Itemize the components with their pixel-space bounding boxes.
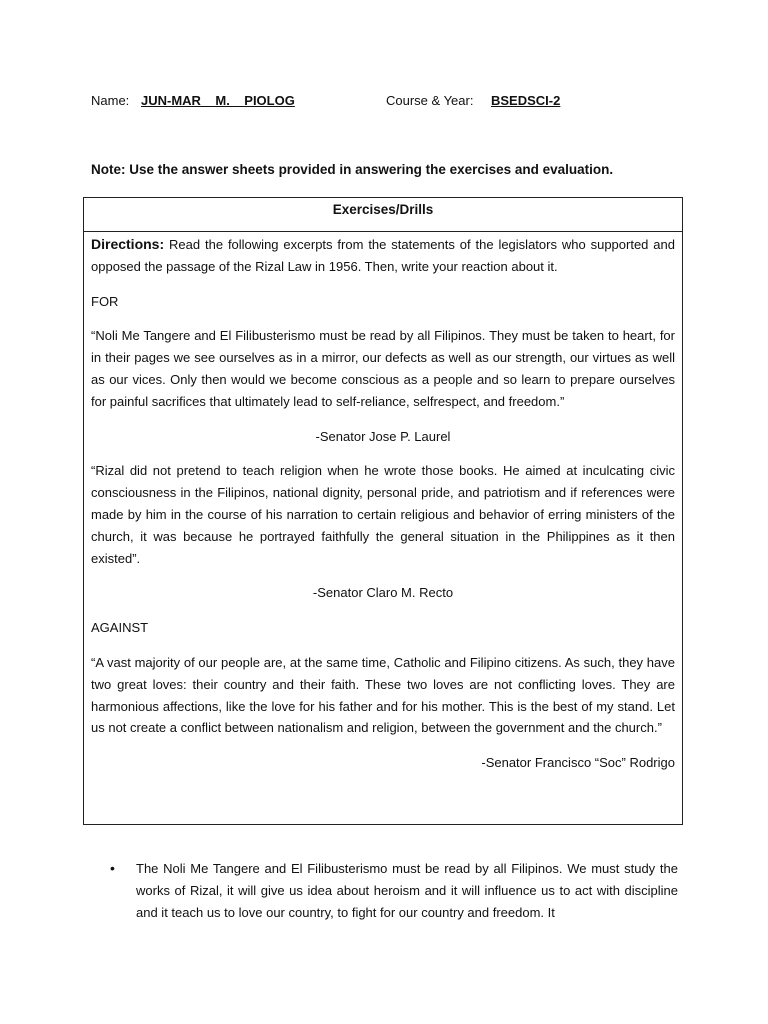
exercises-box	[83, 197, 683, 825]
against-label: AGAINST	[91, 620, 149, 636]
course-value: BSEDSCI-2	[491, 93, 561, 108]
note-text: Note: Use the answer sheets provided in answering the exercises and evaluation.	[91, 162, 614, 177]
exercises-body	[84, 232, 682, 774]
answer-list	[110, 858, 678, 923]
directions-label: Directions:	[91, 236, 165, 252]
directions-text: Read the following excerpts from the statements of the legislators who supported and opposed the passage of the Rizal Law in 1956. Then, write your reaction about it.	[91, 237, 675, 274]
header-row	[91, 93, 691, 113]
quote-rodrigo: “A vast majority of our people are, at the same time, Catholic and Filipino citizens. As such, they have two great loves: their country and their faith. These two loves are not conflicting loves. They are harmonious affections, like the love for his father and for his mother. This is the best of my stand. Let us not create a conflict between nationalism and religion, between the government and the church.”	[91, 654, 675, 736]
bullet-icon: •	[110, 860, 115, 876]
answer-text: The Noli Me Tangere and El Filibusterismo must be read by all Filipinos. We must study the works of Rizal, it will give us idea about heroism and it will influence us to act with discipline and it teach us to love our country, to fight for our country and freedom. It	[136, 861, 678, 920]
name-value: JUN-MAR M. PIOLOG	[141, 93, 295, 108]
author-laurel: -Senator Jose P. Laurel	[315, 428, 451, 444]
for-label: FOR	[91, 293, 119, 309]
name-label: Name:	[91, 93, 130, 108]
author-rodrigo: -Senator Francisco “Soc” Rodrigo	[481, 755, 675, 771]
directions-paragraph	[91, 234, 675, 278]
quote-recto: “Rizal did not pretend to teach religion when he wrote those books. He aimed at inculcating civic consciousness in the Filipinos, national dignity, personal pride, and patriotism and if references were made by him in the course of his narration to certain religious and behavior of erring ministers of the church, it was because he portrayed faithfully the general situation in the Philippines as it then existed”.	[91, 463, 675, 566]
quote-laurel: “Noli Me Tangere and El Filibusterismo must be read by all Filipinos. They must be taken to heart, for in their pages we see ourselves as in a mirror, our defects as well as our strength, our virtues as well as our vices. Only then would we become conscious as a people and so learn to prepare ourselves for painful sacrifices that ultimately lead to self-reliance, selfrespect, and freedom.”	[91, 328, 675, 409]
author-recto: -Senator Claro M. Recto	[312, 585, 454, 601]
course-label: Course & Year:	[386, 93, 474, 108]
student-header	[91, 93, 691, 113]
exercises-title: Exercises/Drills	[84, 198, 682, 232]
